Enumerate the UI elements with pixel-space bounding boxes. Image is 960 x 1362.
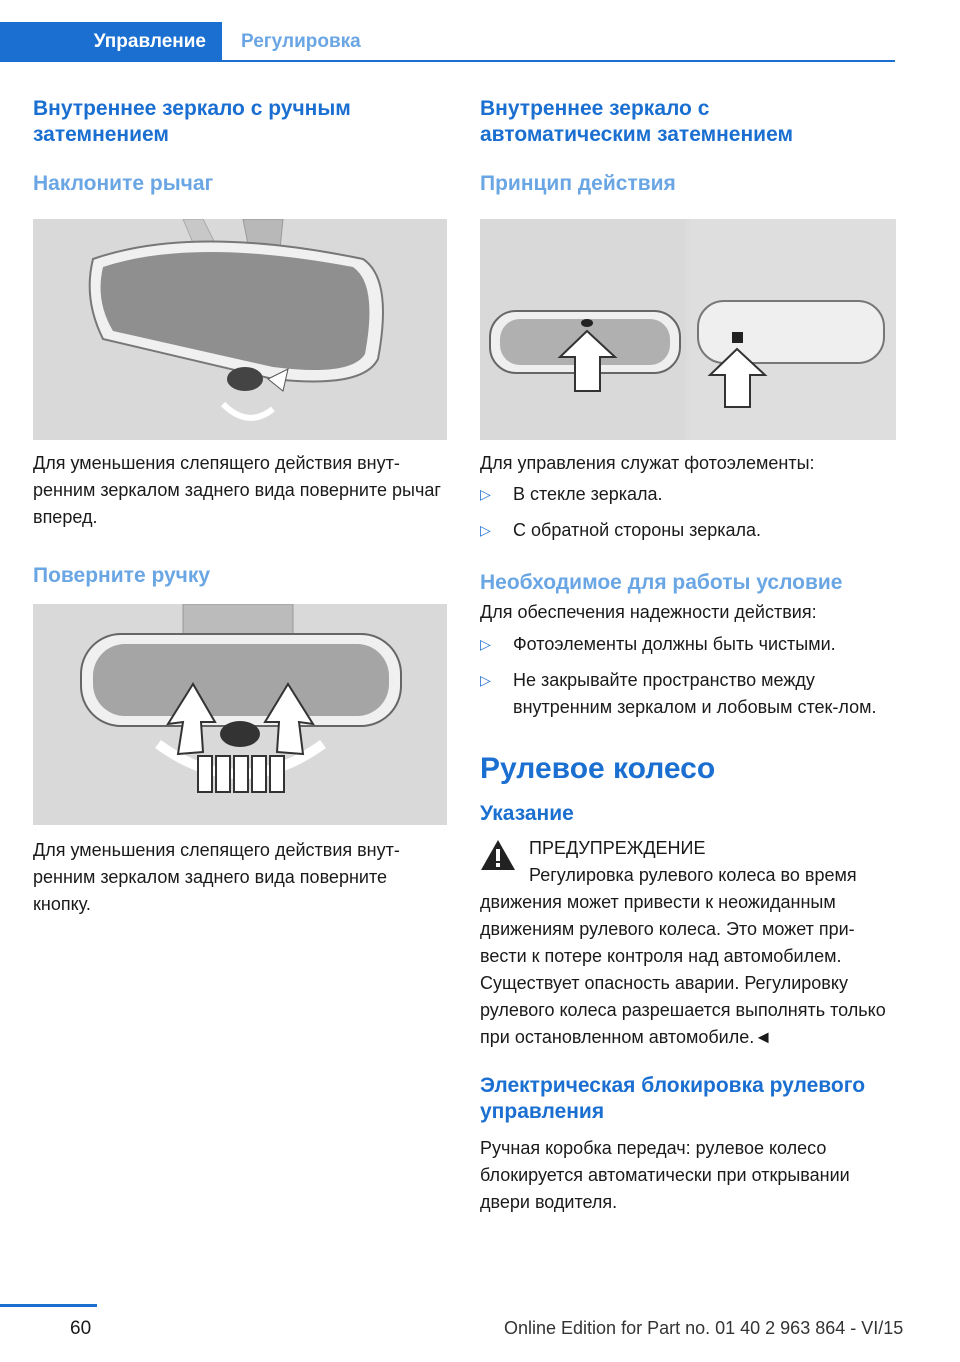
warning-text: Регулировка рулевого колеса во время движения может привести к неожиданным движениям рулевого колеса. Это может при‐вести к потере контроля над автомобилем. Существует опасность аварии. Регулировку рулевого колеса разрешается выполнять только при остановленном автомобиле.◄ [480, 865, 886, 1047]
warning-block [480, 835, 896, 1051]
right-column [480, 96, 896, 1216]
mirror-lever-figure [33, 219, 447, 440]
auto-mirror-title: Внутреннее зеркало с автоматическим затемнением [480, 97, 794, 146]
principle-heading: Принцип действия [480, 172, 676, 195]
turn-knob-heading: Поверните ручку [33, 564, 211, 587]
photocell-list [480, 481, 896, 544]
tilt-lever-text: Для уменьшения слепящего действия внут‐ренним зеркалом заднего вида поверните рычаг вперед. [33, 453, 441, 527]
page-number: 60 [70, 1318, 92, 1339]
triangle-bullet-icon: ▷ [480, 522, 491, 538]
footer-divider [0, 1304, 97, 1307]
steering-wheel-section-title: Рулевое колесо [480, 752, 716, 785]
list-item: ▷ Фотоэлементы должны быть чистыми. [480, 631, 896, 658]
manual-mirror-title: Внутреннее зеркало с ручным затемнением [33, 97, 351, 146]
notice-heading: Указание [480, 802, 574, 825]
mirror-lever-illustration [33, 219, 447, 440]
list-item: ▷ В стекле зеркала. [480, 481, 896, 508]
tab-control[interactable]: Управление [0, 22, 222, 62]
electric-lock-text: Ручная коробка передач: рулевое колесо блокируется автоматически при открывании двери водителя. [480, 1138, 850, 1212]
left-column [33, 96, 447, 918]
header-tabs [0, 22, 895, 62]
warning-title: ПРЕДУПРЕЖДЕНИЕ [529, 838, 706, 858]
requirement-intro: Для обеспечения надежности действия: [480, 602, 817, 622]
photocell-illustration [480, 219, 896, 440]
triangle-bullet-icon: ▷ [480, 636, 491, 652]
turn-knob-text: Для уменьшения слепящего действия внут‐ренним зеркалом заднего вида поверните кнопку. [33, 840, 400, 914]
requirement-list [480, 631, 896, 721]
list-item: ▷ С обратной стороны зеркала. [480, 517, 896, 544]
requirement-heading: Необходимое для работы условие [480, 571, 843, 594]
header-divider [0, 60, 895, 62]
photocell-intro: Для управления служат фотоэлементы: [480, 453, 815, 473]
triangle-bullet-icon: ▷ [480, 672, 491, 688]
list-item: ▷ Не закрывайте пространство между внутренним зеркалом и лобовым стек‐лом. [480, 667, 896, 721]
mirror-knob-figure [33, 604, 447, 825]
tilt-lever-heading: Наклоните рычаг [33, 172, 214, 195]
warning-triangle-icon [480, 839, 516, 871]
triangle-bullet-icon: ▷ [480, 486, 491, 502]
edition-footer: Online Edition for Part no. 01 40 2 963 864 - VI/15 [504, 1318, 904, 1338]
photocell-figure [480, 219, 896, 440]
tab-adjustment[interactable]: Регулировка [241, 31, 361, 52]
electric-lock-heading: Электрическая блокировка рулевого управления [480, 1074, 866, 1123]
mirror-knob-illustration [33, 604, 447, 825]
